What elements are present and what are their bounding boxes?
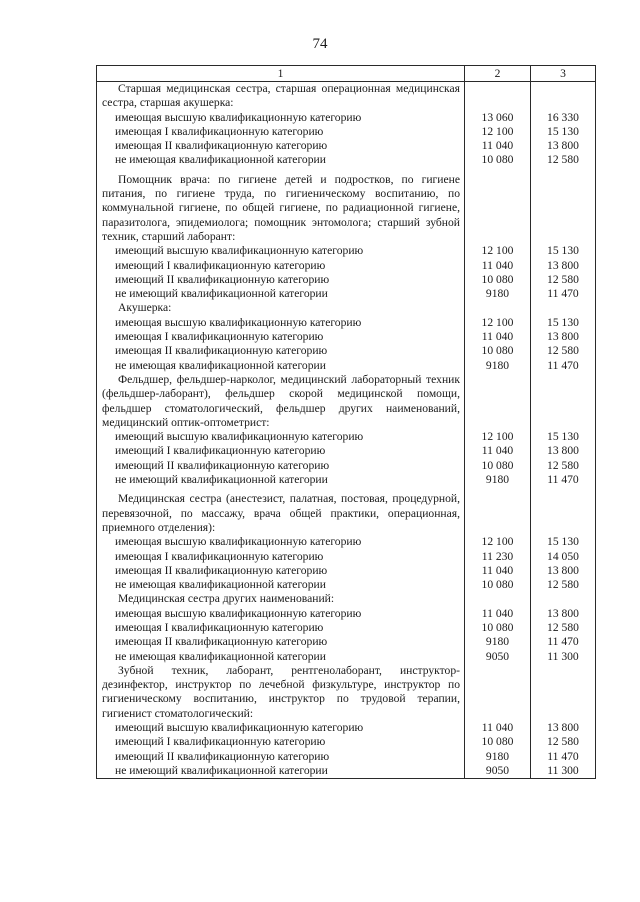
qualification-label: не имеющая квалификационной категории <box>97 650 465 664</box>
empty-cell <box>465 82 531 111</box>
salary-value-col3: 11 300 <box>531 650 596 664</box>
table-row <box>97 607 596 621</box>
qualification-label: имеющий высшую квалификационную категорию <box>97 244 465 258</box>
empty-cell <box>531 168 596 244</box>
salary-value-col2: 11 040 <box>465 564 531 578</box>
table-row <box>97 621 596 635</box>
table-row <box>97 578 596 592</box>
table-row <box>97 344 596 358</box>
salary-value-col3: 13 800 <box>531 721 596 735</box>
salary-value-col3: 12 580 <box>531 735 596 749</box>
qualification-label: имеющий высшую квалификационную категорию <box>97 430 465 444</box>
salary-value-col3: 13 800 <box>531 444 596 458</box>
salary-value-col3: 13 800 <box>531 607 596 621</box>
salary-value-col3: 12 580 <box>531 153 596 167</box>
table-row <box>97 764 596 779</box>
empty-cell <box>465 301 531 315</box>
table-row <box>97 111 596 125</box>
salary-value-col3: 12 580 <box>531 621 596 635</box>
position-group-title: Зубной техник, лаборант, рентгенолаборант, инструктор-дезинфектор, инструктор по лечебной физкультуре, инструктор по гигиеническому воспитанию, инструктор по трудовой терапии, гигиенист стоматологический: <box>97 664 465 721</box>
salary-value-col3: 15 130 <box>531 316 596 330</box>
salary-value-col2: 9180 <box>465 635 531 649</box>
salary-value-col3: 12 580 <box>531 273 596 287</box>
column-header-1: 1 <box>97 66 465 82</box>
salary-value-col2: 12 100 <box>465 125 531 139</box>
empty-cell <box>465 487 531 535</box>
table-row <box>97 650 596 664</box>
qualification-label: имеющий II квалификационную категорию <box>97 750 465 764</box>
table-row <box>97 125 596 139</box>
table-header-row <box>97 66 596 82</box>
table-row <box>97 259 596 273</box>
salary-value-col2: 12 100 <box>465 535 531 549</box>
qualification-label: имеющая II квалификационную категорию <box>97 635 465 649</box>
table-row <box>97 330 596 344</box>
table-row <box>97 273 596 287</box>
position-group-title: Медицинская сестра других наименований: <box>97 592 465 606</box>
salary-value-col2: 10 080 <box>465 153 531 167</box>
empty-cell <box>531 487 596 535</box>
empty-cell <box>465 373 531 430</box>
qualification-label: имеющая высшую квалификационную категорию <box>97 607 465 621</box>
table-row <box>97 459 596 473</box>
salary-value-col3: 11 470 <box>531 287 596 301</box>
salary-value-col2: 12 100 <box>465 244 531 258</box>
position-group-title: Старшая медицинская сестра, старшая операционная медицинская сестра, старшая акушерка: <box>97 82 465 111</box>
salary-value-col3: 13 800 <box>531 564 596 578</box>
salary-value-col3: 13 800 <box>531 330 596 344</box>
qualification-label: имеющая высшую квалификационную категорию <box>97 316 465 330</box>
qualification-label: имеющая I квалификационную категорию <box>97 330 465 344</box>
position-group-title: Фельдшер, фельдшер-нарколог, медицинский лабораторный техник (фельдшер-лаборант), фельдшер скорой медицинской помощи, фельдшер стоматологический, фельдшер других наименований, медицинский оптик-оптометрист: <box>97 373 465 430</box>
empty-cell <box>465 168 531 244</box>
salary-value-col2: 11 040 <box>465 721 531 735</box>
salary-value-col2: 12 100 <box>465 430 531 444</box>
salary-value-col3: 15 130 <box>531 244 596 258</box>
qualification-label: имеющий II квалификационную категорию <box>97 459 465 473</box>
table-row <box>97 721 596 735</box>
table-row <box>97 564 596 578</box>
empty-cell <box>531 592 596 606</box>
qualification-label: не имеющая квалификационной категории <box>97 578 465 592</box>
salary-value-col3: 11 470 <box>531 635 596 649</box>
qualification-label: имеющая I квалификационную категорию <box>97 125 465 139</box>
salary-value-col2: 11 040 <box>465 139 531 153</box>
category-heading-row <box>97 168 596 244</box>
table-row <box>97 750 596 764</box>
qualification-label: не имеющая квалификационной категории <box>97 153 465 167</box>
table-row <box>97 244 596 258</box>
qualification-label: имеющий высшую квалификационную категорию <box>97 721 465 735</box>
salary-value-col2: 13 060 <box>465 111 531 125</box>
salary-value-col3: 11 470 <box>531 359 596 373</box>
qualification-label: имеющая I квалификационную категорию <box>97 621 465 635</box>
category-heading-row <box>97 82 596 111</box>
qualification-label: имеющий II квалификационную категорию <box>97 273 465 287</box>
qualification-label: не имеющий квалификационной категории <box>97 473 465 487</box>
salary-table <box>96 65 596 779</box>
salary-value-col3: 15 130 <box>531 535 596 549</box>
column-header-3: 3 <box>531 66 596 82</box>
salary-value-col2: 10 080 <box>465 273 531 287</box>
table-row <box>97 316 596 330</box>
qualification-label: не имеющий квалификационной категории <box>97 287 465 301</box>
qualification-label: имеющая I квалификационную категорию <box>97 550 465 564</box>
table-row <box>97 473 596 487</box>
salary-value-col2: 10 080 <box>465 735 531 749</box>
table-row <box>97 535 596 549</box>
qualification-label: имеющая II квалификационную категорию <box>97 344 465 358</box>
page-number: 74 <box>312 36 328 52</box>
table-row <box>97 430 596 444</box>
salary-value-col2: 12 100 <box>465 316 531 330</box>
empty-cell <box>531 301 596 315</box>
column-header-2: 2 <box>465 66 531 82</box>
salary-value-col2: 11 230 <box>465 550 531 564</box>
table-row <box>97 444 596 458</box>
category-heading-row <box>97 664 596 721</box>
salary-value-col3: 13 800 <box>531 259 596 273</box>
qualification-label: имеющий I квалификационную категорию <box>97 735 465 749</box>
position-group-title: Акушерка: <box>97 301 465 315</box>
table-row <box>97 139 596 153</box>
salary-value-col2: 9180 <box>465 359 531 373</box>
salary-value-col3: 11 470 <box>531 750 596 764</box>
table-body <box>97 82 596 779</box>
qualification-label: имеющая высшую квалификационную категорию <box>97 111 465 125</box>
category-heading-row <box>97 373 596 430</box>
salary-value-col2: 9050 <box>465 650 531 664</box>
qualification-label: не имеющий квалификационной категории <box>97 764 465 779</box>
table-row <box>97 287 596 301</box>
position-group-title: Медицинская сестра (анестезист, палатная, постовая, процедурной, перевязочной, по массажу, врача общей практики, операционная, приемного отделения): <box>97 487 465 535</box>
salary-value-col2: 10 080 <box>465 459 531 473</box>
empty-cell <box>531 82 596 111</box>
salary-value-col2: 10 080 <box>465 621 531 635</box>
empty-cell <box>531 373 596 430</box>
qualification-label: имеющий I квалификационную категорию <box>97 444 465 458</box>
salary-value-col3: 11 300 <box>531 764 596 779</box>
salary-value-col2: 9180 <box>465 473 531 487</box>
table-row <box>97 735 596 749</box>
qualification-label: имеющая II квалификационную категорию <box>97 139 465 153</box>
salary-value-col2: 9180 <box>465 750 531 764</box>
salary-value-col3: 13 800 <box>531 139 596 153</box>
qualification-label: имеющий I квалификационную категорию <box>97 259 465 273</box>
empty-cell <box>531 664 596 721</box>
table-row <box>97 550 596 564</box>
salary-value-col2: 11 040 <box>465 607 531 621</box>
empty-cell <box>465 592 531 606</box>
salary-value-col3: 15 130 <box>531 430 596 444</box>
category-heading-row <box>97 592 596 606</box>
salary-value-col3: 12 580 <box>531 578 596 592</box>
empty-cell <box>465 664 531 721</box>
category-heading-row <box>97 301 596 315</box>
salary-value-col2: 11 040 <box>465 444 531 458</box>
salary-value-col3: 11 470 <box>531 473 596 487</box>
salary-value-col2: 11 040 <box>465 330 531 344</box>
qualification-label: имеющая II квалификационную категорию <box>97 564 465 578</box>
salary-value-col2: 11 040 <box>465 259 531 273</box>
salary-value-col2: 10 080 <box>465 578 531 592</box>
salary-value-col2: 10 080 <box>465 344 531 358</box>
table-row <box>97 635 596 649</box>
salary-value-col3: 16 330 <box>531 111 596 125</box>
table-row <box>97 359 596 373</box>
category-heading-row <box>97 487 596 535</box>
salary-value-col3: 12 580 <box>531 344 596 358</box>
qualification-label: имеющая высшую квалификационную категорию <box>97 535 465 549</box>
salary-value-col3: 12 580 <box>531 459 596 473</box>
salary-value-col3: 14 050 <box>531 550 596 564</box>
salary-value-col2: 9050 <box>465 764 531 779</box>
table-row <box>97 153 596 167</box>
qualification-label: не имеющая квалификационной категории <box>97 359 465 373</box>
salary-value-col3: 15 130 <box>531 125 596 139</box>
position-group-title: Помощник врача: по гигиене детей и подростков, по гигиене питания, по гигиене труда, по гигиеническому воспитанию, по коммунальной гигиене, по общей гигиене, по радиационной гигиене, паразитолога, эпидемиолога; помощник энтомолога; старший зубной техник, старший лаборант: <box>97 168 465 244</box>
salary-value-col2: 9180 <box>465 287 531 301</box>
